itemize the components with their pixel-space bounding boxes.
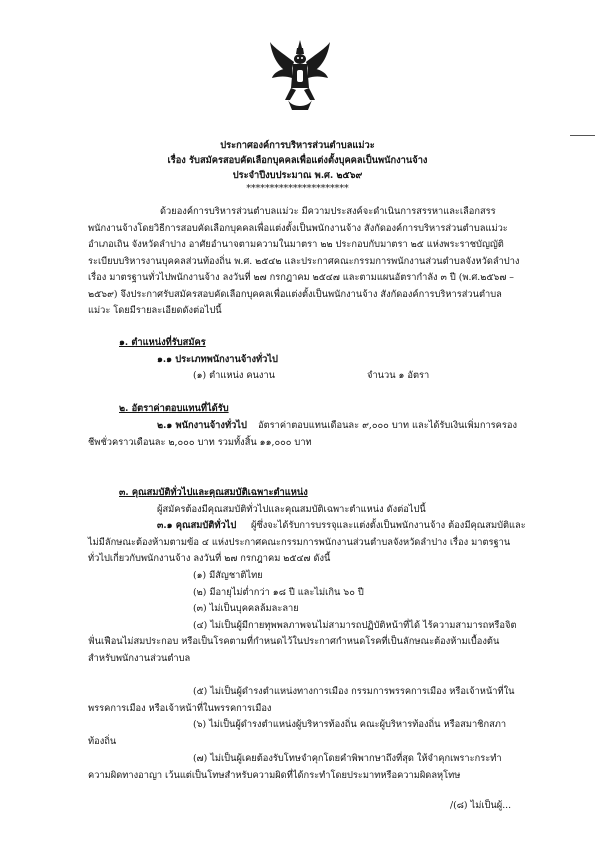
section-3-text-2: ไม่มีลักษณะต้องห้ามตามข้อ ๔ แห่งประกาศคณะกรรมการพนักงานส่วนตำบลจังหวัดลำปาง เรื่อง มาตรฐาน: [88, 537, 511, 548]
doc-subject: เรื่อง รับสมัครสอบคัดเลือกบุคคลเพื่อแต่งตั้งบุคคลเป็นพนักงานจ้าง: [167, 155, 428, 166]
section-3-text-3: ทั่วไปเกี่ยวกับพนักงานจ้าง ลงวันที่ ๒๗ กรกฎาคม ๒๕๔๗ ดังนี้: [88, 553, 331, 564]
qualification-item: (๔) ไม่เป็นผู้มีกายทุพพลภาพจนไม่สามารถปฏิบัติหน้าที่ได้ ไร้ความสามารถหรือจิต: [193, 620, 517, 631]
header-divider: **********************: [246, 183, 349, 194]
qualification-item-cont: ท้องถิ่น: [88, 736, 117, 747]
section-1-heading: ๑. ตำแหน่งที่รับสมัคร: [119, 337, 206, 348]
intro-line-1: ด้วยองค์การบริหารส่วนตำบลแม่วะ มีความประสงค์จะดำเนินการสรรหาและเลือกสรร: [160, 206, 496, 217]
section-1-quota: จำนวน ๑ อัตรา: [367, 370, 430, 381]
intro-line-3: อำเภอเถิน จังหวัดลำปาง อาศัยอำนาจตามความในมาตรา ๒๒ ประกอบกับมาตรา ๒๕ แห่งพระราชบัญญัติ: [88, 239, 504, 250]
qualification-item: (๒) มีอายุไม่ต่ำกว่า ๑๘ ปี และไม่เกิน ๖๐ ปี: [193, 587, 364, 598]
intro-line-7: แม่วะ โดยมีรายละเอียดดังต่อไปนี้: [88, 305, 222, 316]
section-2-text-1: อัตราค่าตอบแทนเดือนละ ๙,๐๐๐ บาท และได้รับเงินเพิ่มการครอง: [258, 420, 517, 431]
qualification-item: (๖) ไม่เป็นผู้ดำรงตำแหน่งผู้บริหารท้องถิ่น คณะผู้บริหารท้องถิ่น หรือสมาชิกสภา: [193, 719, 507, 730]
margin-mark: [570, 135, 595, 136]
qualification-item: (๗) ไม่เป็นผู้เคยต้องรับโทษจำคุกโดยคำพิพากษาถึงที่สุด ให้จำคุกเพราะกระทำ: [193, 753, 502, 764]
qualification-item: (๕) ไม่เป็นผู้ดำรงตำแหน่งทางการเมือง กรรมการพรรคการเมือง หรือเจ้าหน้าที่ใน: [193, 686, 515, 697]
garuda-emblem-icon: [268, 38, 332, 114]
section-3-intro: ผู้สมัครต้องมีคุณสมบัติทั่วไปและคุณสมบัติเฉพาะตำแหน่ง ดังต่อไปนี้: [157, 504, 426, 515]
qualification-item-cont: พรรคการเมือง หรือเจ้าหน้าที่ในพรรคการเมือง: [88, 703, 272, 714]
qualification-item-cont: ความผิดทางอาญา เว้นแต่เป็นโทษสำหรับความผิดที่ได้กระทำโดยประมาทหรือความผิดลหุโทษ: [88, 770, 461, 781]
qualification-item-cont: ฟั่นเฟือนไม่สมประกอบ หรือเป็นโรคตามที่กำหนดไว้ในประกาศกำหนดโรคที่เป็นลักษณะต้องห้ามเบื้องต้น: [88, 636, 500, 647]
doc-title: ประกาศองค์การบริหารส่วนตำบลแม่วะ: [220, 140, 375, 151]
intro-line-5: เรื่อง มาตรฐานทั่วไปพนักงานจ้าง ลงวันที่ ๒๗ กรกฎาคม ๒๕๔๗ และตามแผนอัตรากำลัง ๓ ปี (พ.ศ.๒๕๖๗ –: [88, 272, 514, 283]
intro-line-4: ระเบียบบริหารงานบุคคลส่วนท้องถิ่น พ.ศ. ๒๕๔๒ และประกาศคณะกรรมการพนักงานส่วนตำบลจังหวัดลำปาง: [88, 256, 520, 267]
section-1-sub: ๑.๑ ประเภทพนักงานจ้างทั่วไป: [157, 354, 278, 365]
intro-line-2: พนักงานจ้างโดยวิธีการสอบคัดเลือกบุคคลเพื่อแต่งตั้งเป็นพนักงานจ้าง สังกัดองค์การบริหารส่วนตำบลแม่วะ: [88, 223, 508, 234]
intro-line-6: ๒๕๖๙) จึงประกาศรับสมัครสอบคัดเลือกบุคคลเพื่อแต่งตั้งเป็นพนักงานจ้าง สังกัดองค์การบริหารส่วนตำบล: [88, 289, 502, 300]
section-3-sub: ๓.๑ คุณสมบัติทั่วไป: [157, 520, 237, 531]
section-2-heading: ๒. อัตราค่าตอบแทนที่ได้รับ: [119, 403, 229, 414]
section-2-text-2: ชีพชั่วคราวเดือนละ ๒,๐๐๐ บาท รวมทั้งสิ้น ๑๑,๐๐๐ บาท: [88, 437, 312, 448]
section-1-position: (๑) ตำแหน่ง คนงาน: [193, 370, 276, 381]
qualification-item: (๑) มีสัญชาติไทย: [193, 570, 263, 581]
section-3-heading: ๓. คุณสมบัติทั่วไปและคุณสมบัติเฉพาะตำแหน่ง: [119, 487, 308, 498]
page-continuation: /(๘) ไม่เป็นผู้...: [450, 800, 512, 811]
section-2-sub: ๒.๑ พนักงานจ้างทั่วไป: [157, 420, 247, 431]
qualification-item-cont: สำหรับพนักงานส่วนตำบล: [88, 653, 191, 664]
section-3-text-1: ผู้ซึ่งจะได้รับการบรรจุและแต่งตั้งเป็นพนักงานจ้าง ต้องมีคุณสมบัติและ: [251, 520, 526, 531]
doc-fiscal-year: ประจำปีงบประมาณ พ.ศ. ๒๕๖๙: [232, 170, 363, 181]
qualification-item: (๓) ไม่เป็นบุคคลล้มละลาย: [193, 603, 299, 614]
